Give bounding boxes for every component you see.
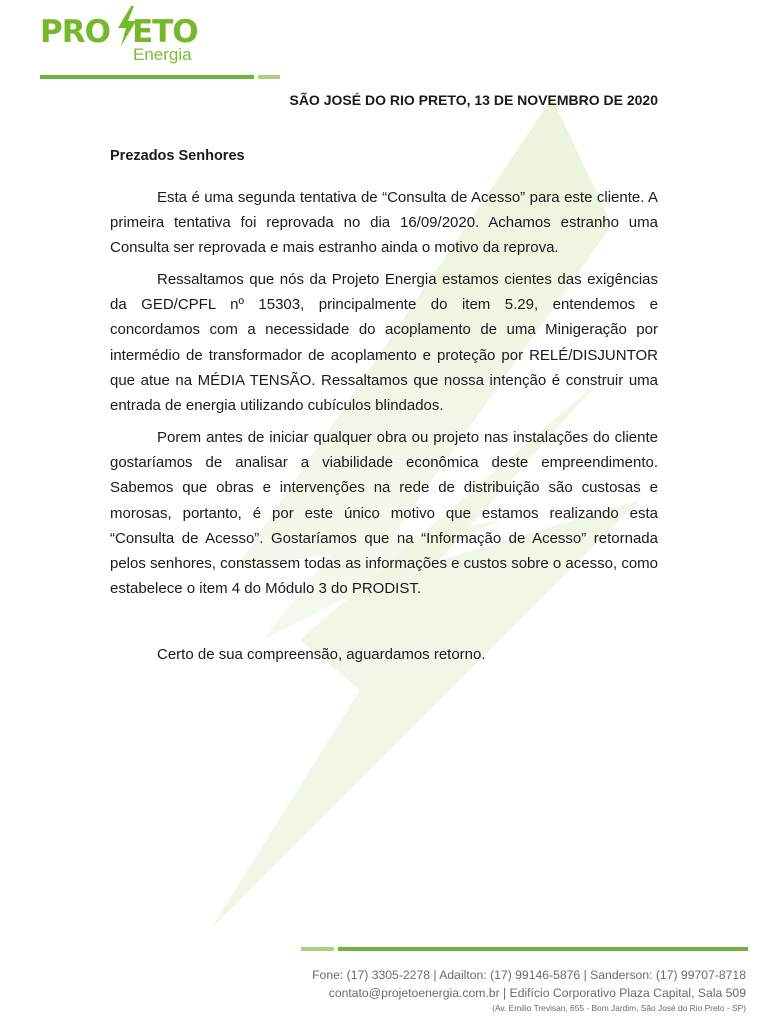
footer-address: (Av. Emilio Trevisan, 655 - Bom Jardim, São José do Rio Preto - SP) [492,1003,746,1013]
footer-rule-main [338,947,748,951]
logo-word-start: PRO [40,14,110,50]
company-logo [40,6,200,68]
lightning-bolt-icon [114,6,140,46]
header-rule-accent [258,75,280,79]
closing-line: Certo de sua compreensão, aguardamos retorno. [157,646,486,663]
logo-subtitle: Energia [133,45,192,64]
paragraph-2: Ressaltamos que nós da Projeto Energia estamos cientes das exigências da GED/CPFL nº 15303, principalmente do item 5.29, entendemos e concordamos com a necessidade do acoplamento de uma Minigeração por intermédio de transformador de acoplamento e proteção por RELÉ/DISJUNTOR que atue na MÉDIA TENSÃO. Ressaltamos que nossa intenção é construir uma entrada de energia utilizando cubículos blindados. [110,271,658,415]
footer-phones: Fone: (17) 3305-2278 | Adailton: (17) 99146-5876 | Sanderson: (17) 99707-8718 [312,968,746,982]
footer-contact: contato@projetoenergia.com.br | Edifício Corporativo Plaza Capital, Sala 509 [328,986,746,1000]
greeting: Prezados Senhores [110,148,245,164]
footer [286,966,746,1014]
paragraph-1: Esta é uma segunda tentativa de “Consulta de Acesso” para este cliente. A primeira tentativa foi reprovada no dia 16/09/2020. Achamos estranho uma Consulta ser reprovada e mais estranho ainda o motivo da reprova. [110,189,658,257]
paragraph-3: Porem antes de iniciar qualquer obra ou projeto nas instalações do cliente gostaríamos de analisar a viabilidade econômica deste empreendimento. Sabemos que obras e intervenções na rede de distribuição são custosas e morosas, portanto, é por este único motivo que estamos realizando esta “Consulta de Acesso”. Gostaríamos que na “Informação de Acesso” retornada pelos senhores, constassem todas as informações e custos sobre o acesso, como estabelece o item 4 do Módulo 3 do PRODIST. [110,429,658,598]
header-rule-main [40,75,254,79]
logo-word-end: ETO [131,14,198,50]
footer-rule-accent [301,947,334,951]
date-line: SÃO JOSÉ DO RIO PRETO, 13 DE NOVEMBRO DE 2020 [289,92,658,108]
